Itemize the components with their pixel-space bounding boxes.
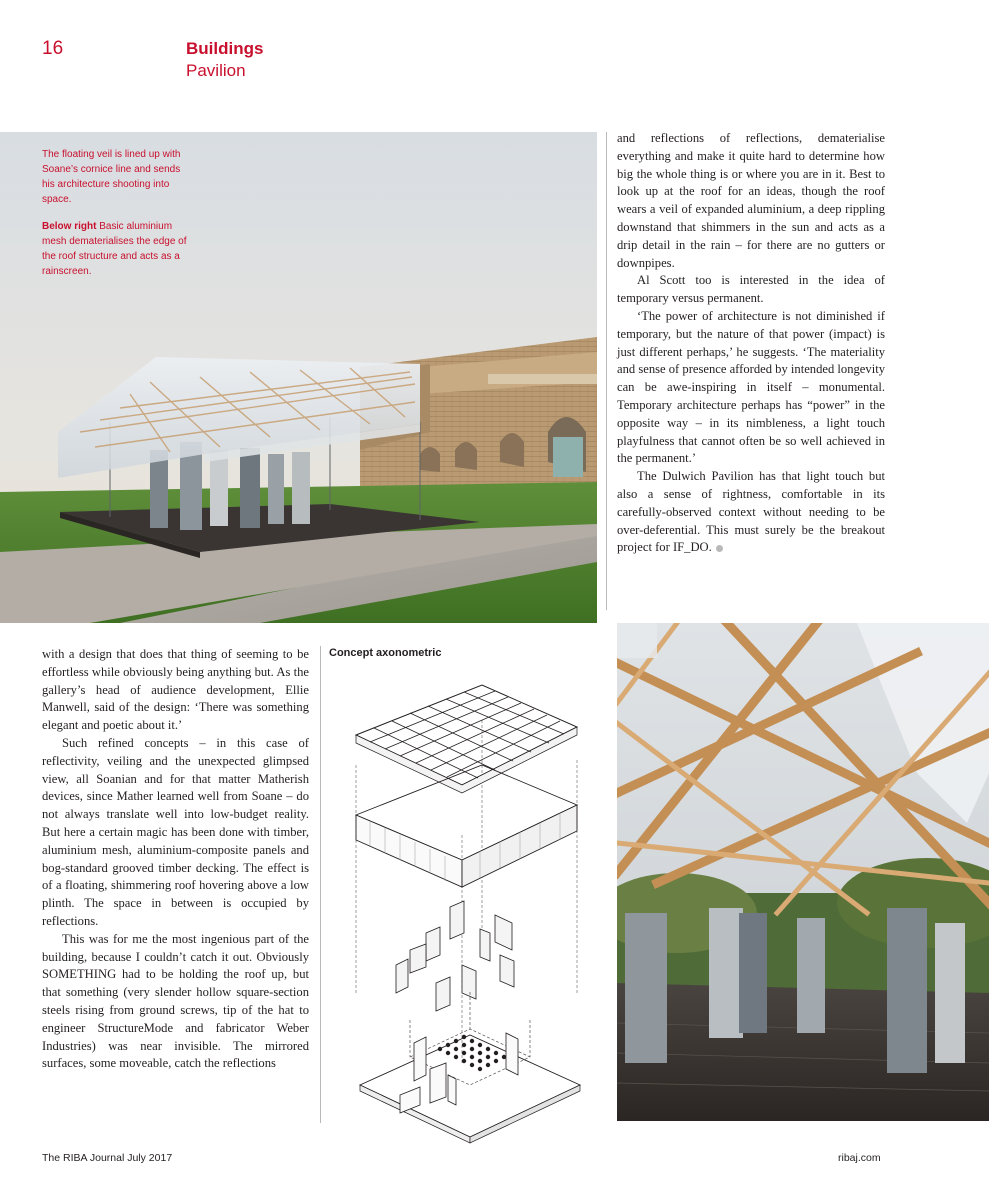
column-rule	[320, 646, 321, 1123]
caption-lead: Below right	[42, 221, 97, 232]
article-paragraph: Such refined concepts – in this case of reflectivity, veiling and the unexpected glimpsed view, all Soanian and for that matter Matherish devices, since Mather learned well from Soane – do not always translate well into low-budget reality. But here a certain magic has been done with timber, aluminium mesh, aluminium-composite panels and bog-standard grooved timber decking. The effect is of a floating, shimmering roof hovering above a low plinth. The space in between is occupied by reflections.	[42, 735, 309, 928]
caption-paragraph: The floating veil is lined up with Soane’s cornice line and sends his architecture shooting into space.	[42, 149, 181, 205]
article-paragraph: ‘The power of architecture is not diminished if temporary, but the nature of that power (impact) is just different perhaps,’ he suggests. ‘The materiality and sense of presence afforded by intended longevity can be awe-inspiring in itself – monumental. Temporary architecture perhaps has “power” in the opposite way – in its nimbleness, a light touch playfulness that cannot often be so well achieved in the permanent.’	[617, 308, 885, 466]
footer-publication: The RIBA Journal July 2017	[42, 1152, 173, 1164]
axonometric-drawing	[330, 665, 605, 1160]
section-subtitle: Pavilion	[186, 61, 246, 80]
article-paragraph: This was for me the most ingenious part of the building, because I couldn’t catch it out. Obviously SOMETHING had to be holding the roof up, but that something (very slender hollow square-section steels rising from ground screws, tip of the hat to engineer StructureMode and fabricator Weber Industries) was near invisible. The mirrored surfaces, some moveable, catch the reflections	[42, 931, 309, 1071]
article-paragraph	[617, 468, 885, 557]
detail-photo	[617, 623, 989, 1121]
article-column-left	[42, 646, 309, 1073]
caption-body: Basic aluminium mesh dematerialises the edge of the roof structure and acts as a rainscreen.	[42, 221, 187, 277]
article-paragraph: and reflections of reflections, dematerialise everything and make it quite hard to determine how big the whole thing is or where you are in it. Best to look up at the roof for an ideas, though the roof wears a veil of expanded aluminium, a deep rippling downstand that shimmers in the sun and acts as a drip detail in the rain – for there are no gutters or downpipes.	[617, 131, 885, 270]
end-mark-icon	[716, 545, 723, 552]
section-title: Buildings	[186, 39, 264, 58]
article-paragraph-text: The Dulwich Pavilion has that light touch but also a sense of rightness, comfortable in its carefully-observed context without needing to be over-deferential. This must surely be the breakout project for IF_DO.	[617, 469, 885, 555]
article-column-right	[617, 130, 885, 557]
figure-title: Concept axonometric	[329, 647, 442, 659]
column-rule	[606, 132, 607, 610]
photo-caption	[42, 147, 192, 291]
page-number: 16	[42, 38, 64, 59]
article-paragraph: Al Scott too is interested in the idea of temporary versus permanent.	[617, 273, 885, 306]
footer-website-link[interactable]: ribaj.com	[838, 1152, 881, 1164]
caption-paragraph	[42, 219, 192, 279]
article-paragraph: with a design that does that thing of seeming to be effortless while obviously being anything but. As the gallery’s head of audience development, Ellie Manwell, said of the design: ‘There was something elegant and poetic about it.’	[42, 647, 309, 733]
